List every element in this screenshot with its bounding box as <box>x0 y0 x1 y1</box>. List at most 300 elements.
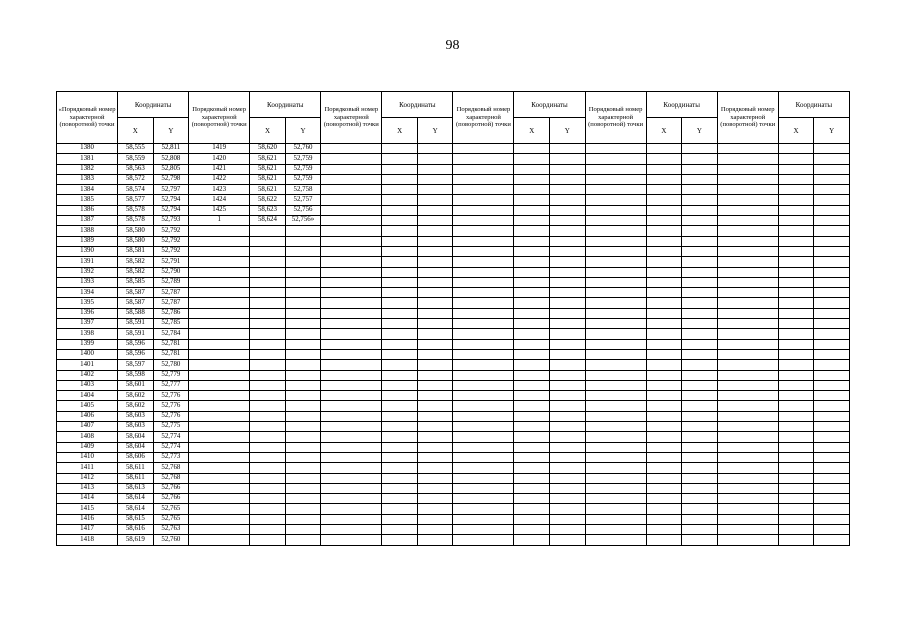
y-coordinate-cell <box>682 504 718 514</box>
x-coordinate-cell <box>250 329 286 339</box>
x-coordinate-cell <box>778 308 814 318</box>
point-number-cell: 1400 <box>57 349 118 359</box>
x-coordinate-cell: 58,591 <box>118 329 154 339</box>
x-coordinate-cell: 58,563 <box>118 164 154 174</box>
x-coordinate-cell <box>514 380 550 390</box>
x-coordinate-cell <box>778 391 814 401</box>
table-row <box>57 174 850 184</box>
point-number-cell: 1422 <box>189 174 250 184</box>
x-coordinate-cell: 58,604 <box>118 432 154 442</box>
point-number-cell <box>453 432 514 442</box>
y-coordinate-cell <box>814 236 850 246</box>
header-row <box>57 92 850 118</box>
point-number-cell <box>453 288 514 298</box>
y-coordinate-cell <box>550 195 586 205</box>
x-coordinate-cell <box>778 432 814 442</box>
y-coordinate-cell <box>814 473 850 483</box>
y-coordinate-cell <box>285 288 321 298</box>
point-number-cell <box>189 463 250 473</box>
x-coordinate-cell <box>382 380 418 390</box>
point-number-cell <box>321 205 382 215</box>
x-coordinate-cell <box>646 442 682 452</box>
y-coordinate-cell <box>682 401 718 411</box>
y-coordinate-cell <box>550 401 586 411</box>
x-coordinate-cell <box>514 288 550 298</box>
x-coordinate-cell <box>382 504 418 514</box>
x-header: X <box>646 118 682 144</box>
y-coordinate-cell <box>550 370 586 380</box>
y-coordinate-cell <box>682 329 718 339</box>
point-number-cell <box>585 267 646 277</box>
y-coordinate-cell <box>285 370 321 380</box>
point-number-cell: 1392 <box>57 267 118 277</box>
y-coordinate-cell <box>814 452 850 462</box>
point-number-cell <box>585 216 646 226</box>
x-coordinate-cell <box>514 277 550 287</box>
y-coordinate-cell: 52,790 <box>153 267 189 277</box>
point-number-cell <box>189 267 250 277</box>
point-number-cell: 1389 <box>57 236 118 246</box>
y-coordinate-cell <box>550 144 586 154</box>
y-coordinate-cell <box>682 339 718 349</box>
x-coordinate-cell: 58,580 <box>118 236 154 246</box>
coordinates-header: Координаты <box>382 92 453 118</box>
point-number-cell <box>453 339 514 349</box>
x-coordinate-cell <box>646 411 682 421</box>
x-coordinate-cell: 58,621 <box>250 154 286 164</box>
point-number-cell <box>585 185 646 195</box>
x-coordinate-cell <box>778 380 814 390</box>
x-coordinate-cell: 58,578 <box>118 216 154 226</box>
y-coordinate-cell: 52,775 <box>153 422 189 432</box>
x-coordinate-cell <box>382 483 418 493</box>
x-coordinate-cell <box>514 236 550 246</box>
x-coordinate-cell <box>382 370 418 380</box>
point-number-cell <box>321 174 382 184</box>
y-coordinate-cell: 52,766 <box>153 494 189 504</box>
point-number-cell <box>321 349 382 359</box>
x-coordinate-cell <box>646 308 682 318</box>
x-coordinate-cell <box>382 195 418 205</box>
point-number-cell <box>585 370 646 380</box>
point-number-cell <box>585 288 646 298</box>
point-number-cell <box>717 401 778 411</box>
x-coordinate-cell <box>514 483 550 493</box>
point-number-cell <box>321 391 382 401</box>
coordinates-header: Координаты <box>250 92 321 118</box>
y-coordinate-cell: 52,768 <box>153 463 189 473</box>
y-coordinate-cell <box>682 205 718 215</box>
point-number-cell <box>453 411 514 421</box>
x-coordinate-cell: 58,598 <box>118 370 154 380</box>
point-number-cell <box>453 422 514 432</box>
x-coordinate-cell <box>382 360 418 370</box>
y-coordinate-cell <box>682 216 718 226</box>
point-number-cell <box>717 463 778 473</box>
y-coordinate-cell <box>550 422 586 432</box>
x-coordinate-cell: 58,596 <box>118 349 154 359</box>
point-number-cell <box>585 329 646 339</box>
y-coordinate-cell <box>814 401 850 411</box>
x-coordinate-cell <box>382 391 418 401</box>
table-row <box>57 422 850 432</box>
x-coordinate-cell <box>778 257 814 267</box>
y-coordinate-cell <box>682 195 718 205</box>
y-coordinate-cell: 52,777 <box>153 380 189 390</box>
point-number-cell <box>453 452 514 462</box>
point-number-cell <box>453 504 514 514</box>
point-number-cell <box>585 195 646 205</box>
point-number-cell <box>189 329 250 339</box>
y-header: Y <box>417 118 453 144</box>
point-number-cell <box>717 226 778 236</box>
x-coordinate-cell <box>514 246 550 256</box>
point-number-cell: 1416 <box>57 514 118 524</box>
y-coordinate-cell <box>682 370 718 380</box>
x-coordinate-cell <box>778 370 814 380</box>
point-number-cell <box>189 236 250 246</box>
point-number-cell: 1391 <box>57 257 118 267</box>
x-coordinate-cell <box>382 185 418 195</box>
x-coordinate-cell: 58,622 <box>250 195 286 205</box>
y-coordinate-cell <box>285 442 321 452</box>
point-number-cell <box>585 452 646 462</box>
x-coordinate-cell <box>382 216 418 226</box>
y-coordinate-cell: 52,760 <box>285 144 321 154</box>
point-number-cell <box>717 205 778 215</box>
x-coordinate-cell <box>250 524 286 534</box>
y-coordinate-cell <box>550 329 586 339</box>
point-number-cell: 1380 <box>57 144 118 154</box>
y-coordinate-cell <box>417 452 453 462</box>
y-coordinate-cell <box>550 298 586 308</box>
table-row <box>57 370 850 380</box>
x-coordinate-cell <box>250 504 286 514</box>
y-coordinate-cell <box>285 380 321 390</box>
x-coordinate-cell: 58,580 <box>118 226 154 236</box>
x-coordinate-cell: 58,582 <box>118 267 154 277</box>
x-coordinate-cell <box>250 442 286 452</box>
point-number-cell: 1412 <box>57 473 118 483</box>
coordinates-header: Координаты <box>514 92 585 118</box>
y-coordinate-cell <box>682 380 718 390</box>
y-coordinate-cell <box>417 236 453 246</box>
point-number-cell <box>585 164 646 174</box>
x-coordinate-cell <box>250 494 286 504</box>
y-coordinate-cell <box>682 360 718 370</box>
point-number-cell: 1406 <box>57 411 118 421</box>
y-coordinate-cell <box>682 463 718 473</box>
x-coordinate-cell <box>250 298 286 308</box>
y-coordinate-cell: 52,758 <box>285 185 321 195</box>
y-coordinate-cell <box>814 267 850 277</box>
point-number-cell <box>585 257 646 267</box>
y-coordinate-cell <box>814 195 850 205</box>
point-number-cell: 1417 <box>57 524 118 534</box>
y-coordinate-cell <box>285 391 321 401</box>
y-coordinate-cell <box>417 524 453 534</box>
x-coordinate-cell: 58,615 <box>118 514 154 524</box>
point-number-cell <box>453 205 514 215</box>
y-coordinate-cell <box>682 164 718 174</box>
y-coordinate-cell <box>285 277 321 287</box>
y-coordinate-cell <box>550 185 586 195</box>
point-number-cell <box>453 164 514 174</box>
point-number-cell <box>717 494 778 504</box>
y-coordinate-cell <box>550 391 586 401</box>
point-number-cell <box>321 319 382 329</box>
x-coordinate-cell <box>778 226 814 236</box>
y-coordinate-cell <box>417 401 453 411</box>
point-number-cell <box>585 411 646 421</box>
point-number-cell <box>717 267 778 277</box>
point-number-cell <box>453 514 514 524</box>
table-row <box>57 298 850 308</box>
y-coordinate-cell: 52,766 <box>153 483 189 493</box>
y-coordinate-cell <box>550 463 586 473</box>
x-coordinate-cell <box>778 514 814 524</box>
point-number-cell <box>585 339 646 349</box>
y-coordinate-cell <box>550 277 586 287</box>
y-coordinate-cell <box>550 339 586 349</box>
x-coordinate-cell: 58,572 <box>118 174 154 184</box>
x-coordinate-cell <box>778 216 814 226</box>
y-coordinate-cell <box>682 288 718 298</box>
table-row <box>57 535 850 545</box>
x-coordinate-cell <box>382 411 418 421</box>
x-coordinate-cell <box>514 494 550 504</box>
y-coordinate-cell: 52,789 <box>153 277 189 287</box>
x-coordinate-cell <box>250 257 286 267</box>
x-coordinate-cell <box>778 411 814 421</box>
point-number-cell <box>717 524 778 534</box>
x-coordinate-cell <box>514 185 550 195</box>
point-number-cell: 1387 <box>57 216 118 226</box>
y-coordinate-cell <box>550 349 586 359</box>
y-coordinate-cell: 52,787 <box>153 288 189 298</box>
x-coordinate-cell <box>514 195 550 205</box>
point-number-cell: 1415 <box>57 504 118 514</box>
x-coordinate-cell <box>646 432 682 442</box>
point-number-cell <box>585 514 646 524</box>
y-coordinate-cell: 52,798 <box>153 174 189 184</box>
y-coordinate-cell <box>417 164 453 174</box>
point-number-cell <box>189 473 250 483</box>
x-coordinate-cell <box>646 298 682 308</box>
x-coordinate-cell <box>646 349 682 359</box>
y-coordinate-cell <box>550 442 586 452</box>
point-number-cell <box>453 494 514 504</box>
y-coordinate-cell <box>682 432 718 442</box>
x-coordinate-cell <box>646 473 682 483</box>
x-coordinate-cell <box>382 298 418 308</box>
x-coordinate-cell <box>382 164 418 174</box>
y-coordinate-cell <box>417 442 453 452</box>
y-coordinate-cell <box>682 535 718 545</box>
table-row <box>57 473 850 483</box>
point-number-cell <box>717 329 778 339</box>
y-coordinate-cell <box>814 164 850 174</box>
x-coordinate-cell <box>382 401 418 411</box>
y-coordinate-cell <box>682 319 718 329</box>
x-coordinate-cell: 58,611 <box>118 463 154 473</box>
y-coordinate-cell <box>417 391 453 401</box>
y-coordinate-cell <box>417 267 453 277</box>
point-number-cell <box>321 360 382 370</box>
y-coordinate-cell <box>814 483 850 493</box>
y-coordinate-cell <box>814 494 850 504</box>
table-row <box>57 216 850 226</box>
x-coordinate-cell <box>778 205 814 215</box>
y-coordinate-cell <box>417 195 453 205</box>
y-coordinate-cell <box>417 277 453 287</box>
y-coordinate-cell: 52,781 <box>153 339 189 349</box>
point-number-header: Порядковый номер характерной (поворотной) точки <box>189 92 250 144</box>
x-coordinate-cell <box>250 463 286 473</box>
point-number-cell <box>717 319 778 329</box>
x-coordinate-cell <box>250 380 286 390</box>
point-number-cell <box>453 360 514 370</box>
y-coordinate-cell <box>682 298 718 308</box>
x-coordinate-cell <box>382 267 418 277</box>
point-number-cell <box>717 185 778 195</box>
x-coordinate-cell <box>778 422 814 432</box>
y-coordinate-cell: 52,776 <box>153 401 189 411</box>
y-coordinate-cell <box>682 411 718 421</box>
point-number-cell <box>717 514 778 524</box>
y-header: Y <box>550 118 586 144</box>
x-coordinate-cell <box>514 432 550 442</box>
table-row <box>57 246 850 256</box>
y-coordinate-cell <box>285 236 321 246</box>
x-coordinate-cell <box>646 185 682 195</box>
x-coordinate-cell <box>250 370 286 380</box>
point-number-cell <box>717 308 778 318</box>
y-coordinate-cell <box>814 226 850 236</box>
y-coordinate-cell <box>417 535 453 545</box>
x-coordinate-cell <box>514 463 550 473</box>
point-number-cell <box>321 380 382 390</box>
point-number-cell: 1381 <box>57 154 118 164</box>
x-header: X <box>118 118 154 144</box>
point-number-cell <box>717 216 778 226</box>
y-coordinate-cell: 52,781 <box>153 349 189 359</box>
point-number-cell <box>717 422 778 432</box>
y-coordinate-cell <box>814 524 850 534</box>
y-coordinate-cell: 52,792 <box>153 246 189 256</box>
point-number-cell <box>321 442 382 452</box>
point-number-cell <box>585 360 646 370</box>
x-coordinate-cell <box>514 267 550 277</box>
point-number-cell: 1401 <box>57 360 118 370</box>
y-coordinate-cell <box>682 144 718 154</box>
point-number-cell <box>717 504 778 514</box>
point-number-cell: 1393 <box>57 277 118 287</box>
x-coordinate-cell <box>250 277 286 287</box>
point-number-cell <box>717 236 778 246</box>
point-number-cell <box>585 319 646 329</box>
point-number-cell <box>453 144 514 154</box>
y-coordinate-cell <box>682 442 718 452</box>
x-coordinate-cell: 58,597 <box>118 360 154 370</box>
point-number-cell: 1 <box>189 216 250 226</box>
x-coordinate-cell <box>382 442 418 452</box>
y-coordinate-cell: 52,794 <box>153 205 189 215</box>
x-coordinate-cell <box>778 144 814 154</box>
point-number-cell <box>585 144 646 154</box>
x-coordinate-cell <box>250 401 286 411</box>
point-number-cell: 1383 <box>57 174 118 184</box>
x-coordinate-cell: 58,587 <box>118 288 154 298</box>
point-number-cell <box>717 535 778 545</box>
point-number-cell <box>321 401 382 411</box>
x-coordinate-cell <box>250 514 286 524</box>
y-coordinate-cell <box>550 360 586 370</box>
point-number-cell: 1405 <box>57 401 118 411</box>
x-coordinate-cell <box>382 277 418 287</box>
y-coordinate-cell <box>417 246 453 256</box>
x-coordinate-cell <box>382 144 418 154</box>
y-coordinate-cell <box>550 246 586 256</box>
y-coordinate-cell <box>682 494 718 504</box>
y-coordinate-cell <box>417 494 453 504</box>
point-number-cell <box>189 339 250 349</box>
x-coordinate-cell <box>514 535 550 545</box>
table-row <box>57 514 850 524</box>
point-number-cell: 1404 <box>57 391 118 401</box>
x-coordinate-cell <box>646 494 682 504</box>
y-coordinate-cell: 52,811 <box>153 144 189 154</box>
point-number-cell: 1386 <box>57 205 118 215</box>
table-row <box>57 277 850 287</box>
y-coordinate-cell <box>285 463 321 473</box>
point-number-cell: 1410 <box>57 452 118 462</box>
x-coordinate-cell <box>646 514 682 524</box>
point-number-cell <box>189 494 250 504</box>
y-coordinate-cell <box>682 277 718 287</box>
x-coordinate-cell <box>382 329 418 339</box>
point-number-cell <box>585 494 646 504</box>
x-coordinate-cell <box>382 535 418 545</box>
table-row <box>57 164 850 174</box>
table-row <box>57 226 850 236</box>
point-number-cell <box>321 277 382 287</box>
x-coordinate-cell <box>514 422 550 432</box>
x-coordinate-cell <box>778 473 814 483</box>
y-coordinate-cell <box>682 226 718 236</box>
table-row <box>57 267 850 277</box>
y-coordinate-cell <box>285 473 321 483</box>
table-row <box>57 452 850 462</box>
y-coordinate-cell: 52,756 <box>285 205 321 215</box>
x-coordinate-cell: 58,621 <box>250 174 286 184</box>
point-number-cell <box>585 174 646 184</box>
x-coordinate-cell <box>646 205 682 215</box>
y-coordinate-cell <box>814 514 850 524</box>
y-coordinate-cell <box>417 319 453 329</box>
x-coordinate-cell <box>778 277 814 287</box>
x-coordinate-cell <box>778 195 814 205</box>
table-row <box>57 144 850 154</box>
y-coordinate-cell: 52,779 <box>153 370 189 380</box>
y-coordinate-cell <box>814 288 850 298</box>
y-coordinate-cell: 52,784 <box>153 329 189 339</box>
x-coordinate-cell <box>514 339 550 349</box>
x-coordinate-cell <box>250 422 286 432</box>
point-number-cell <box>585 422 646 432</box>
y-coordinate-cell <box>550 535 586 545</box>
point-number-cell <box>585 246 646 256</box>
